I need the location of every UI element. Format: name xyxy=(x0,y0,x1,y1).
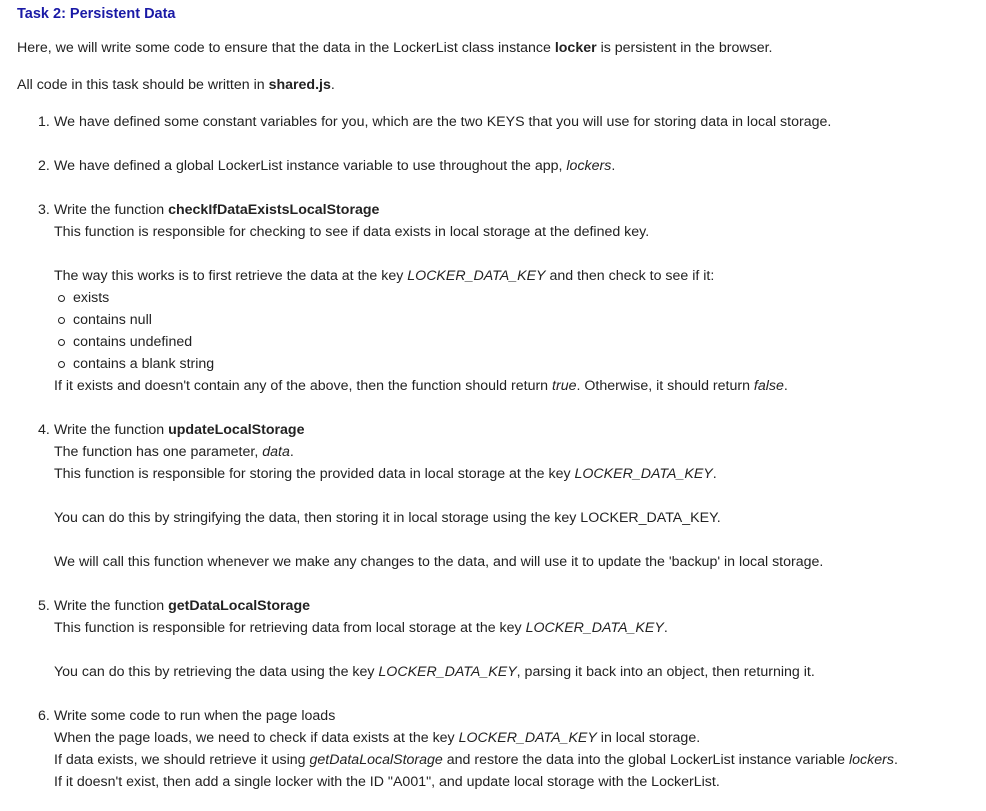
step-number: 2. xyxy=(38,158,50,174)
italic-run: LOCKER_DATA_KEY xyxy=(458,730,597,746)
text-run: and then check to see if it: xyxy=(545,268,715,284)
text-run: . xyxy=(893,752,898,768)
step-text: If it doesn't exist, then add a single locker with the ID "A001", and update local storage with the LockerList. xyxy=(54,774,720,790)
function-name: checkIfDataExistsLocalStorage xyxy=(168,202,380,218)
list-item-text: exists xyxy=(73,290,110,306)
step-text xyxy=(54,749,977,771)
step-text xyxy=(54,155,977,177)
bullet-circle-icon xyxy=(58,339,65,346)
step-list xyxy=(17,111,977,793)
step-number: 4. xyxy=(38,422,50,438)
step-1 xyxy=(17,111,977,133)
step-6 xyxy=(17,705,977,793)
list-item xyxy=(54,331,977,353)
text-run: This function is responsible for retrieving data from local storage at the key xyxy=(54,620,526,636)
italic-run: true xyxy=(552,378,577,394)
step-heading: Write some code to run when the page loads xyxy=(54,708,336,724)
step-text xyxy=(54,617,977,639)
step-text: We will call this function whenever we make any changes to the data, and will use it to update the 'backup' in local storage. xyxy=(54,554,824,570)
list-item-text: contains null xyxy=(73,312,152,328)
text-run: Write the function xyxy=(54,598,169,614)
step-3 xyxy=(17,199,977,397)
bullet-circle-icon xyxy=(58,361,65,368)
list-item-text: contains a blank string xyxy=(73,356,215,372)
text-run: When the page loads, we need to check if data exists at the key xyxy=(54,730,459,746)
text-run: The way this works is to first retrieve the data at the key xyxy=(54,268,408,284)
text-run: . xyxy=(289,444,294,460)
text-run: We have defined a global LockerList instance variable to use throughout the app, xyxy=(54,158,567,174)
italic-run: LOCKER_DATA_KEY xyxy=(574,466,713,482)
intro-paragraph-2 xyxy=(17,74,977,96)
step-heading xyxy=(54,419,977,441)
step-heading xyxy=(54,595,977,617)
step-text xyxy=(54,463,977,485)
italic-run: LOCKER_DATA_KEY xyxy=(378,664,517,680)
intro-bold-locker: locker xyxy=(554,40,597,56)
intro-text: All code in this task should be written in xyxy=(17,77,269,93)
step-5 xyxy=(17,595,977,683)
text-run: . Otherwise, it should return xyxy=(576,378,754,394)
italic-run: LOCKER_DATA_KEY xyxy=(525,620,664,636)
italic-run: lockers xyxy=(849,752,894,768)
step-text: We have defined some constant variables for you, which are the two KEYS that you will use for storing data in local storage. xyxy=(54,114,832,130)
text-run: This function is responsible for storing the provided data in local storage at the key xyxy=(54,466,575,482)
step-text xyxy=(54,727,977,749)
function-name: updateLocalStorage xyxy=(168,422,305,438)
list-item xyxy=(54,353,977,375)
list-item xyxy=(54,287,977,309)
text-run: . xyxy=(663,620,668,636)
italic-run: getDataLocalStorage xyxy=(309,752,443,768)
step-4 xyxy=(17,419,977,573)
step-text xyxy=(54,441,977,463)
step-number: 5. xyxy=(38,598,50,614)
bullet-circle-icon xyxy=(58,295,65,302)
text-run: You can do this by retrieving the data using the key xyxy=(54,664,379,680)
list-item xyxy=(54,309,977,331)
intro-bold-filename: shared.js xyxy=(268,77,331,93)
italic-run: false xyxy=(753,378,784,394)
step-number: 3. xyxy=(38,202,50,218)
italic-run: LOCKER_DATA_KEY xyxy=(407,268,546,284)
intro-text: . xyxy=(330,77,335,93)
text-run: . xyxy=(783,378,788,394)
step-text: This function is responsible for checking to see if data exists in local storage at the defined key. xyxy=(54,224,650,240)
italic-run: data xyxy=(262,444,290,460)
step-number: 6. xyxy=(38,708,50,724)
text-run: If it exists and doesn't contain any of the above, then the function should return xyxy=(54,378,553,394)
italic-run: lockers xyxy=(566,158,612,174)
task-document xyxy=(17,5,977,793)
text-run: , parsing it back into an object, then returning it. xyxy=(516,664,815,680)
bullet-circle-icon xyxy=(58,317,65,324)
intro-text: is persistent in the browser. xyxy=(596,40,773,56)
step-text: You can do this by stringifying the data, then storing it in local storage using the key LOCKER_DATA_KEY. xyxy=(54,510,721,526)
step-text xyxy=(54,375,977,397)
step-2 xyxy=(17,155,977,177)
step-text xyxy=(54,661,977,683)
text-run: . xyxy=(611,158,616,174)
intro-text: Here, we will write some code to ensure that the data in the LockerList class instance xyxy=(17,40,555,56)
text-run: and restore the data into the global LockerList instance variable xyxy=(442,752,849,768)
step-text xyxy=(54,265,977,287)
text-run: Write the function xyxy=(54,422,169,438)
step-heading xyxy=(54,199,977,221)
condition-list xyxy=(54,287,977,375)
text-run: in local storage. xyxy=(596,730,701,746)
intro-paragraph-1 xyxy=(17,37,977,59)
text-run: Write the function xyxy=(54,202,169,218)
text-run: If data exists, we should retrieve it using xyxy=(54,752,310,768)
list-item-text: contains undefined xyxy=(73,334,193,350)
text-run: The function has one parameter, xyxy=(54,444,263,460)
function-name: getDataLocalStorage xyxy=(168,598,311,614)
page-title: Task 2: Persistent Data xyxy=(17,6,176,22)
step-number: 1. xyxy=(38,114,50,130)
text-run: . xyxy=(712,466,717,482)
